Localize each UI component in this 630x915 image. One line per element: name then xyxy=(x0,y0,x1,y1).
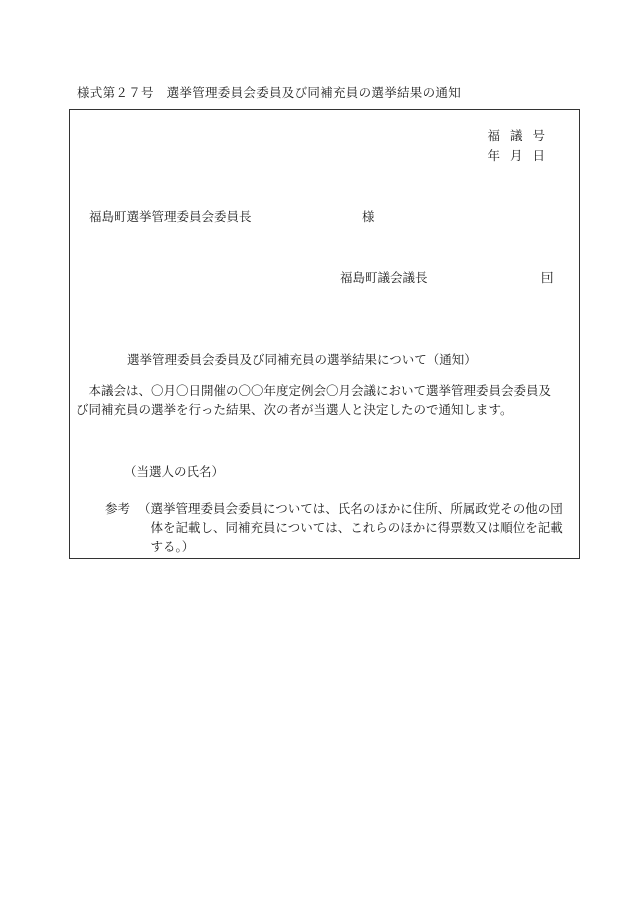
sender: 福島町議会議長 xyxy=(340,270,428,285)
subject-line: 選挙管理委員会委員及び同補充員の選挙結果について（通知） xyxy=(127,352,477,367)
body-paragraph: 本議会は、〇月〇日開催の〇〇年度定例会〇月会議において選挙管理委員会委員及び同補充員の選挙を行った結果、次の者が当選人と決定したので通知します。 xyxy=(76,383,552,417)
document-number: 福議号 xyxy=(487,128,555,143)
honorific: 様 xyxy=(362,209,375,224)
seal-mark: 囙 xyxy=(541,270,554,285)
document-date: 年月日 xyxy=(487,148,555,163)
note-text: （選挙管理委員会委員については、氏名のほかに住所、所属政党その他の団体を記載し、同補充員については、これらのほかに得票数又は順位を記載する。） xyxy=(138,501,563,554)
elected-names-label: （当選人の氏名） xyxy=(124,464,225,479)
note-label: 参考 xyxy=(105,501,131,516)
form-title: 様式第２７号 選挙管理委員会委員及び同補充員の選挙結果の通知 xyxy=(77,85,462,100)
notice-frame xyxy=(69,109,580,559)
addressee: 福島町選挙管理委員会委員長 xyxy=(89,209,252,224)
